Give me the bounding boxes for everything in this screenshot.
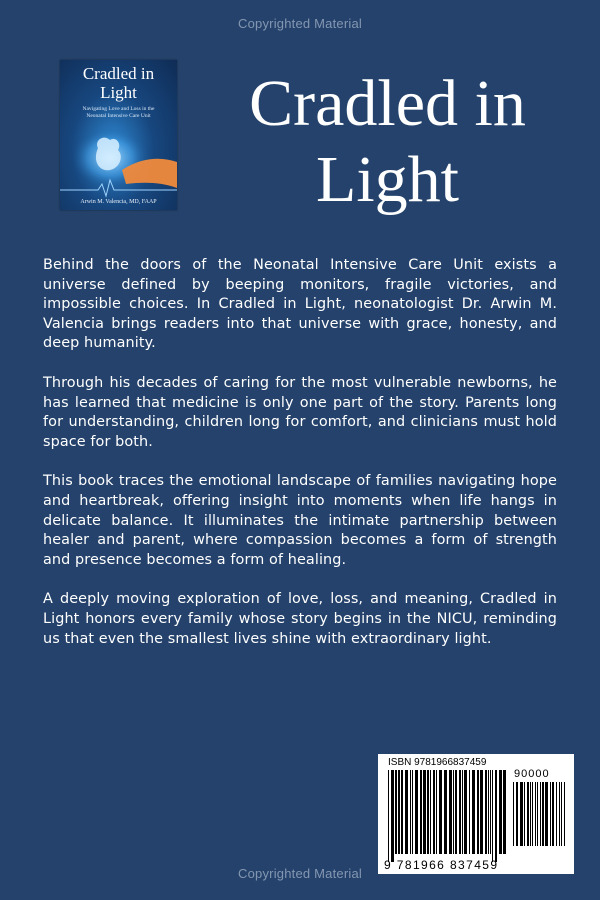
barcode-bar xyxy=(552,782,554,846)
barcode-bar xyxy=(499,770,502,854)
barcode-bar xyxy=(545,782,548,846)
copyright-watermark-top: Copyrighted Material xyxy=(238,16,362,31)
thumbnail-title xyxy=(60,64,177,102)
barcode-bar xyxy=(455,770,457,854)
barcode-bar xyxy=(415,770,418,854)
thumbnail-author: Arwin M. Valencia, MD, FAAP xyxy=(80,199,157,205)
description-paragraph: Behind the doors of the Neonatal Intensive Care Unit exists a universe defined by beeping monitors, fragile victories, and impossible choices. In Cradled in Light, neonatologist Dr. Arwin M. Valencia brings readers into that universe with grace, honesty, and deep humanity. xyxy=(43,257,557,352)
barcode-digits: 9 781966 837459 xyxy=(384,858,499,872)
barcode-bar xyxy=(485,770,487,854)
barcode-bar xyxy=(405,770,408,854)
barcode-bar xyxy=(388,770,389,862)
barcode-bar xyxy=(495,770,497,862)
barcode-bar xyxy=(564,782,565,846)
barcode-bar xyxy=(503,770,506,854)
barcode-bar xyxy=(556,782,557,846)
barcode-bar xyxy=(535,782,536,846)
barcode-bar xyxy=(444,770,447,854)
barcode-bar xyxy=(395,770,397,854)
barcode-bar xyxy=(516,782,518,846)
ean-barcode-bars xyxy=(386,770,506,862)
isbn-label: ISBN 9781966837459 xyxy=(388,757,487,768)
barcode-bar xyxy=(427,770,429,854)
barcode-bar xyxy=(462,770,463,854)
barcode-bar xyxy=(430,770,431,854)
barcode-bar xyxy=(532,782,533,846)
barcode-bar xyxy=(492,770,493,862)
barcode-bar xyxy=(412,770,413,854)
thumbnail-subtitle-line2: Neonatal Intensive Care Unit xyxy=(86,113,151,119)
barcode-bar xyxy=(524,782,525,846)
barcode-bar xyxy=(520,782,523,846)
barcode-bar xyxy=(436,770,437,854)
cover-thumbnail xyxy=(60,60,177,210)
price-code: 90000 xyxy=(514,768,550,780)
copyright-watermark-bottom: Copyrighted Material xyxy=(238,866,362,881)
barcode-bar xyxy=(453,770,454,854)
barcode-bar xyxy=(439,770,442,854)
barcode-bar xyxy=(391,770,394,862)
barcode-bar xyxy=(540,782,541,846)
book-description xyxy=(43,256,557,669)
barcode-bar xyxy=(488,770,489,854)
price-addon-bars xyxy=(511,782,567,854)
barcode-bar xyxy=(477,770,479,854)
barcode-bar xyxy=(423,770,426,854)
barcode-bar xyxy=(490,770,491,854)
barcode-bar xyxy=(469,770,470,854)
barcode-bar xyxy=(527,782,529,846)
thumbnail-title-line1: Cradled in xyxy=(82,64,155,83)
barcode-bar xyxy=(410,770,411,854)
book-title-line2: Light xyxy=(316,143,459,216)
barcode-bar xyxy=(530,782,531,846)
barcode-bar xyxy=(459,770,461,854)
barcode-bar xyxy=(420,770,422,854)
barcode-bar xyxy=(464,770,467,854)
description-paragraph: A deeply moving exploration of love, loss, and meaning, Cradled in Light honors every family whose story begins in the NICU, reminding us that even the smallest lives shine with extraordinary light. xyxy=(43,591,557,647)
book-title xyxy=(200,66,575,218)
barcode-bar xyxy=(398,770,400,854)
barcode-bar xyxy=(480,770,483,854)
barcode-bar xyxy=(561,782,562,846)
barcode-bar xyxy=(513,782,514,846)
barcode-bar xyxy=(472,770,475,854)
description-paragraph: Through his decades of caring for the most vulnerable newborns, he has learned that medicine is only one part of the story. Parents long for understanding, children long for comfort, and clinicians must hold space for both. xyxy=(43,374,557,450)
barcode-bar xyxy=(401,770,403,854)
description-paragraph: This book traces the emotional landscape of families navigating hope and heartbreak, offering insight into moments when life hangs in delicate balance. It illuminates the intimate partnership between healer and parent, where compassion becomes a form of strength and presence becomes a form of healing. xyxy=(43,473,557,568)
book-title-line1: Cradled in xyxy=(249,67,526,140)
barcode-bar xyxy=(433,770,435,854)
barcode-bar xyxy=(542,782,544,846)
barcode-bar xyxy=(550,782,551,846)
barcode-bar xyxy=(537,782,538,846)
isbn-barcode xyxy=(378,754,574,874)
thumbnail-title-line2: Light xyxy=(100,83,137,102)
thumbnail-subtitle-line1: Navigating Love and Loss in the xyxy=(82,106,155,112)
barcode-bar xyxy=(449,770,452,854)
baby-in-hand-illustration xyxy=(60,118,177,203)
barcode-bar xyxy=(559,782,560,846)
